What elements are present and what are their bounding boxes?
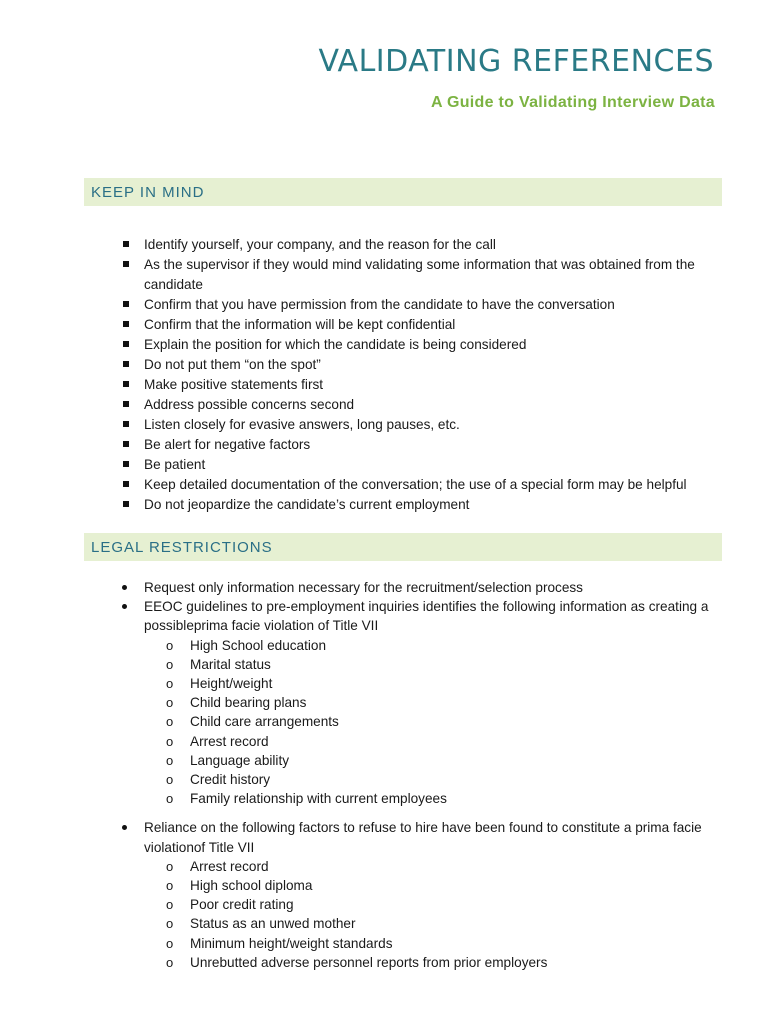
circle-bullet-icon: o (166, 656, 174, 672)
list-item: Request only information necessary for the recruitment/selection process (118, 578, 718, 597)
list-item: Explain the position for which the candidate is being considered (120, 335, 710, 355)
list-item: As the supervisor if they would mind validating some information that was obtained from the candidate (120, 255, 710, 295)
circle-bullet-icon: o (166, 954, 174, 970)
list-item: Listen closely for evasive answers, long pauses, etc. (120, 415, 710, 435)
bullet-icon (122, 585, 127, 590)
sub-list-item: o Child bearing plans (162, 693, 718, 712)
list-item: Keep detailed documentation of the conversation; the use of a special form may be helpful (120, 475, 710, 495)
list-item: Identify yourself, your company, and the reason for the call (120, 235, 710, 255)
square-bullet-icon (123, 361, 129, 367)
sub-list-item: o Language ability (162, 751, 718, 770)
square-bullet-icon (123, 381, 129, 387)
sub-list-item: o Height/weight (162, 674, 718, 693)
circle-bullet-icon: o (166, 878, 174, 894)
legal-restrictions-list (118, 578, 718, 972)
square-bullet-icon (123, 341, 129, 347)
list-item: EEOC guidelines to pre-employment inquiries identifies the following information as creating a possibleprima facie violation of Title VII (118, 597, 718, 635)
square-bullet-icon (123, 441, 129, 447)
sub-list-item: o Marital status (162, 655, 718, 674)
section-header-keep-in-mind (84, 178, 722, 206)
list-item: Address possible concerns second (120, 395, 710, 415)
sub-list-item: o Child care arrangements (162, 712, 718, 731)
square-bullet-icon (123, 461, 129, 467)
section-heading: KEEP IN MIND (91, 184, 205, 201)
sub-list-item: o High school diploma (162, 876, 718, 895)
sub-list-item: o Arrest record (162, 732, 718, 751)
square-bullet-icon (123, 421, 129, 427)
keep-in-mind-list (120, 235, 710, 515)
circle-bullet-icon: o (166, 676, 174, 692)
list-item: Be alert for negative factors (120, 435, 710, 455)
circle-bullet-icon: o (166, 935, 174, 951)
page-subtitle: A Guide to Validating Interview Data (430, 94, 715, 111)
bullet-icon (122, 604, 127, 609)
sub-list (162, 857, 718, 972)
sub-list-item: o Poor credit rating (162, 895, 718, 914)
list-item: Confirm that the information will be kept confidential (120, 315, 710, 335)
sub-list-item: o Unrebutted adverse personnel reports from prior employers (162, 953, 718, 972)
circle-bullet-icon: o (166, 772, 174, 788)
circle-bullet-icon: o (166, 897, 174, 913)
list-item: Do not jeopardize the candidate’s current employment (120, 495, 710, 515)
list-item: Confirm that you have permission from the candidate to have the conversation (120, 295, 710, 315)
sub-list-item: o Credit history (162, 770, 718, 789)
circle-bullet-icon: o (166, 752, 174, 768)
sub-list-item: o Minimum height/weight standards (162, 934, 718, 953)
square-bullet-icon (123, 401, 129, 407)
list-item: Reliance on the following factors to refuse to hire have been found to constitute a prima facie violationof Title VII (118, 818, 718, 856)
circle-bullet-icon: o (166, 916, 174, 932)
square-bullet-icon (123, 481, 129, 487)
square-bullet-icon (123, 501, 129, 507)
section-header-legal-restrictions (84, 533, 722, 561)
circle-bullet-icon: o (166, 858, 174, 874)
circle-bullet-icon: o (166, 695, 174, 711)
list-item: Do not put them “on the spot” (120, 355, 710, 375)
circle-bullet-icon: o (166, 791, 174, 807)
square-bullet-icon (123, 261, 129, 267)
list-item: Make positive statements first (120, 375, 710, 395)
sub-list-item: o High School education (162, 636, 718, 655)
square-bullet-icon (123, 241, 129, 247)
sub-list-item: o Arrest record (162, 857, 718, 876)
circle-bullet-icon: o (166, 733, 174, 749)
sub-list-item: o Family relationship with current employees (162, 789, 718, 808)
sub-list-item: o Status as an unwed mother (162, 914, 718, 933)
square-bullet-icon (123, 301, 129, 307)
page-title: VALIDATING REFERENCES (318, 44, 714, 79)
section-heading: LEGAL RESTRICTIONS (91, 539, 273, 556)
circle-bullet-icon: o (166, 637, 174, 653)
list-item: Be patient (120, 455, 710, 475)
circle-bullet-icon: o (166, 714, 174, 730)
square-bullet-icon (123, 321, 129, 327)
bullet-icon (122, 825, 127, 830)
sub-list (162, 636, 718, 809)
